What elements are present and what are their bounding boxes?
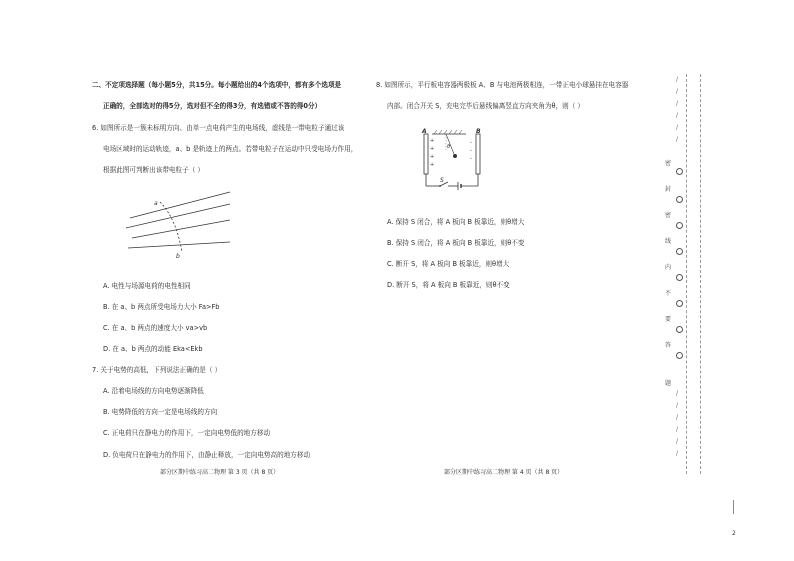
plate-a-label: A (422, 128, 427, 135)
margin-circle-1 (676, 168, 683, 175)
margin-char-6: 不 (665, 290, 672, 297)
q8-option-a: A. 保持 S 闭合，将 A 板向 B 板靠近，则θ增大 (387, 218, 525, 226)
q6-stem-line2: 电场区域时的运动轨迹，a、b 是轨迹上的两点。若带电粒子在运动中只受电场力作用， (103, 145, 358, 153)
switch-s-label: S (440, 177, 444, 184)
margin-circle-2 (676, 196, 683, 203)
binding-line-left (686, 74, 687, 474)
q7-option-a: A. 沿着电场线的方向电势逐渐降低 (103, 387, 204, 395)
q7-option-d: D. 负电荷只在静电力的作用下，由静止释放，一定向电势高的地方移动 (103, 451, 311, 459)
margin-char-2: 封 (665, 186, 672, 193)
electric-field-figure (118, 188, 238, 260)
margin-char-7: 要 (665, 316, 672, 323)
margin-char-1: 密 (665, 160, 672, 167)
plate-b-label: B (476, 128, 481, 135)
theta-label: θ (447, 144, 451, 150)
q6-stem-line3: 根据此图可判断出该带电粒子（ ） (103, 166, 205, 174)
point-a-label: a (154, 200, 158, 207)
svg-text:-: - (470, 156, 472, 162)
q7-stem: 7. 关于电势的高低，下列说法正确的是（ ） (92, 366, 222, 374)
margin-circle-7 (676, 326, 683, 333)
left-page-footer: 部分区期中练习高二物理 第 3 页（共 8 页） (160, 469, 280, 476)
q7-option-c: C. 正电荷只在静电力的作用下，一定向电势低的地方移动 (103, 429, 271, 437)
section-title-line1: 二、不定项选择题（每小题5分，共15分。每小题给出的4个选项中，都有多个选项是 (92, 81, 342, 89)
q6-option-d: D. 在 a、b 两点的动能 Eka<Ekb (103, 345, 203, 353)
margin-circle-5 (676, 274, 683, 281)
q8-option-c: C. 断开 S，将 A 板向 B 板靠近，则θ增大 (387, 260, 510, 268)
svg-text:+: + (430, 154, 435, 160)
margin-char-3: 密 (665, 212, 672, 219)
q6-option-c: C. 在 a、b 两点的速度大小 va>vb (103, 324, 208, 332)
q6-option-a: A. 电性与场源电荷的电性相同 (103, 282, 191, 290)
q8-option-d: D. 断开 S，将 A 板向 B 板靠近，则θ不变 (387, 281, 510, 289)
margin-circle-4 (676, 248, 683, 255)
svg-text:+: + (430, 138, 435, 144)
margin-char-5: 内 (665, 264, 672, 271)
page-number: 2 (732, 530, 736, 537)
binding-line-right (700, 74, 701, 474)
svg-text:+: + (430, 162, 435, 168)
q6-option-b: B. 在 a、b 两点所受电场力大小 Fa>Fb (103, 303, 220, 311)
point-b-label: b (176, 253, 180, 260)
margin-circle-6 (676, 300, 683, 307)
section-title-line2: 正确的，全部选对的得5分，选对但不全的得3分，有选错或不答的得0分） (103, 102, 322, 110)
q8-stem-line2: 内部。闭合开关 S，充电完毕后悬线偏离竖直方向夹角为θ，则（ ） (387, 102, 585, 110)
q8-stem-line1: 8. 如图所示，平行板电容器两极板 A、B 与电池两极相连，一带正电小球悬挂在电容器 (376, 81, 629, 89)
edge-mark (733, 500, 734, 514)
capacitor-figure (404, 126, 494, 190)
q8-option-b: B. 保持 S 闭合，将 A 板向 B 板靠近，则θ不变 (387, 239, 525, 247)
margin-circle-3 (676, 222, 683, 229)
margin-circle-8 (676, 352, 683, 359)
svg-text:-: - (470, 148, 472, 154)
right-page-footer: 部分区期中练习高二物理 第 4 页（共 8 页） (444, 469, 564, 476)
q7-option-b: B. 电势降低的方向一定是电场线的方向 (103, 408, 218, 416)
svg-text:-: - (470, 140, 472, 146)
svg-text:+: + (430, 146, 435, 152)
margin-char-9: 题 (665, 380, 672, 387)
q6-stem-line1: 6. 如图所示是一簇未标明方向、由单一点电荷产生的电场线，虚线是一带电粒子通过该 (92, 124, 345, 132)
margin-char-4: 线 (665, 238, 672, 245)
margin-char-8: 答 (665, 342, 672, 349)
